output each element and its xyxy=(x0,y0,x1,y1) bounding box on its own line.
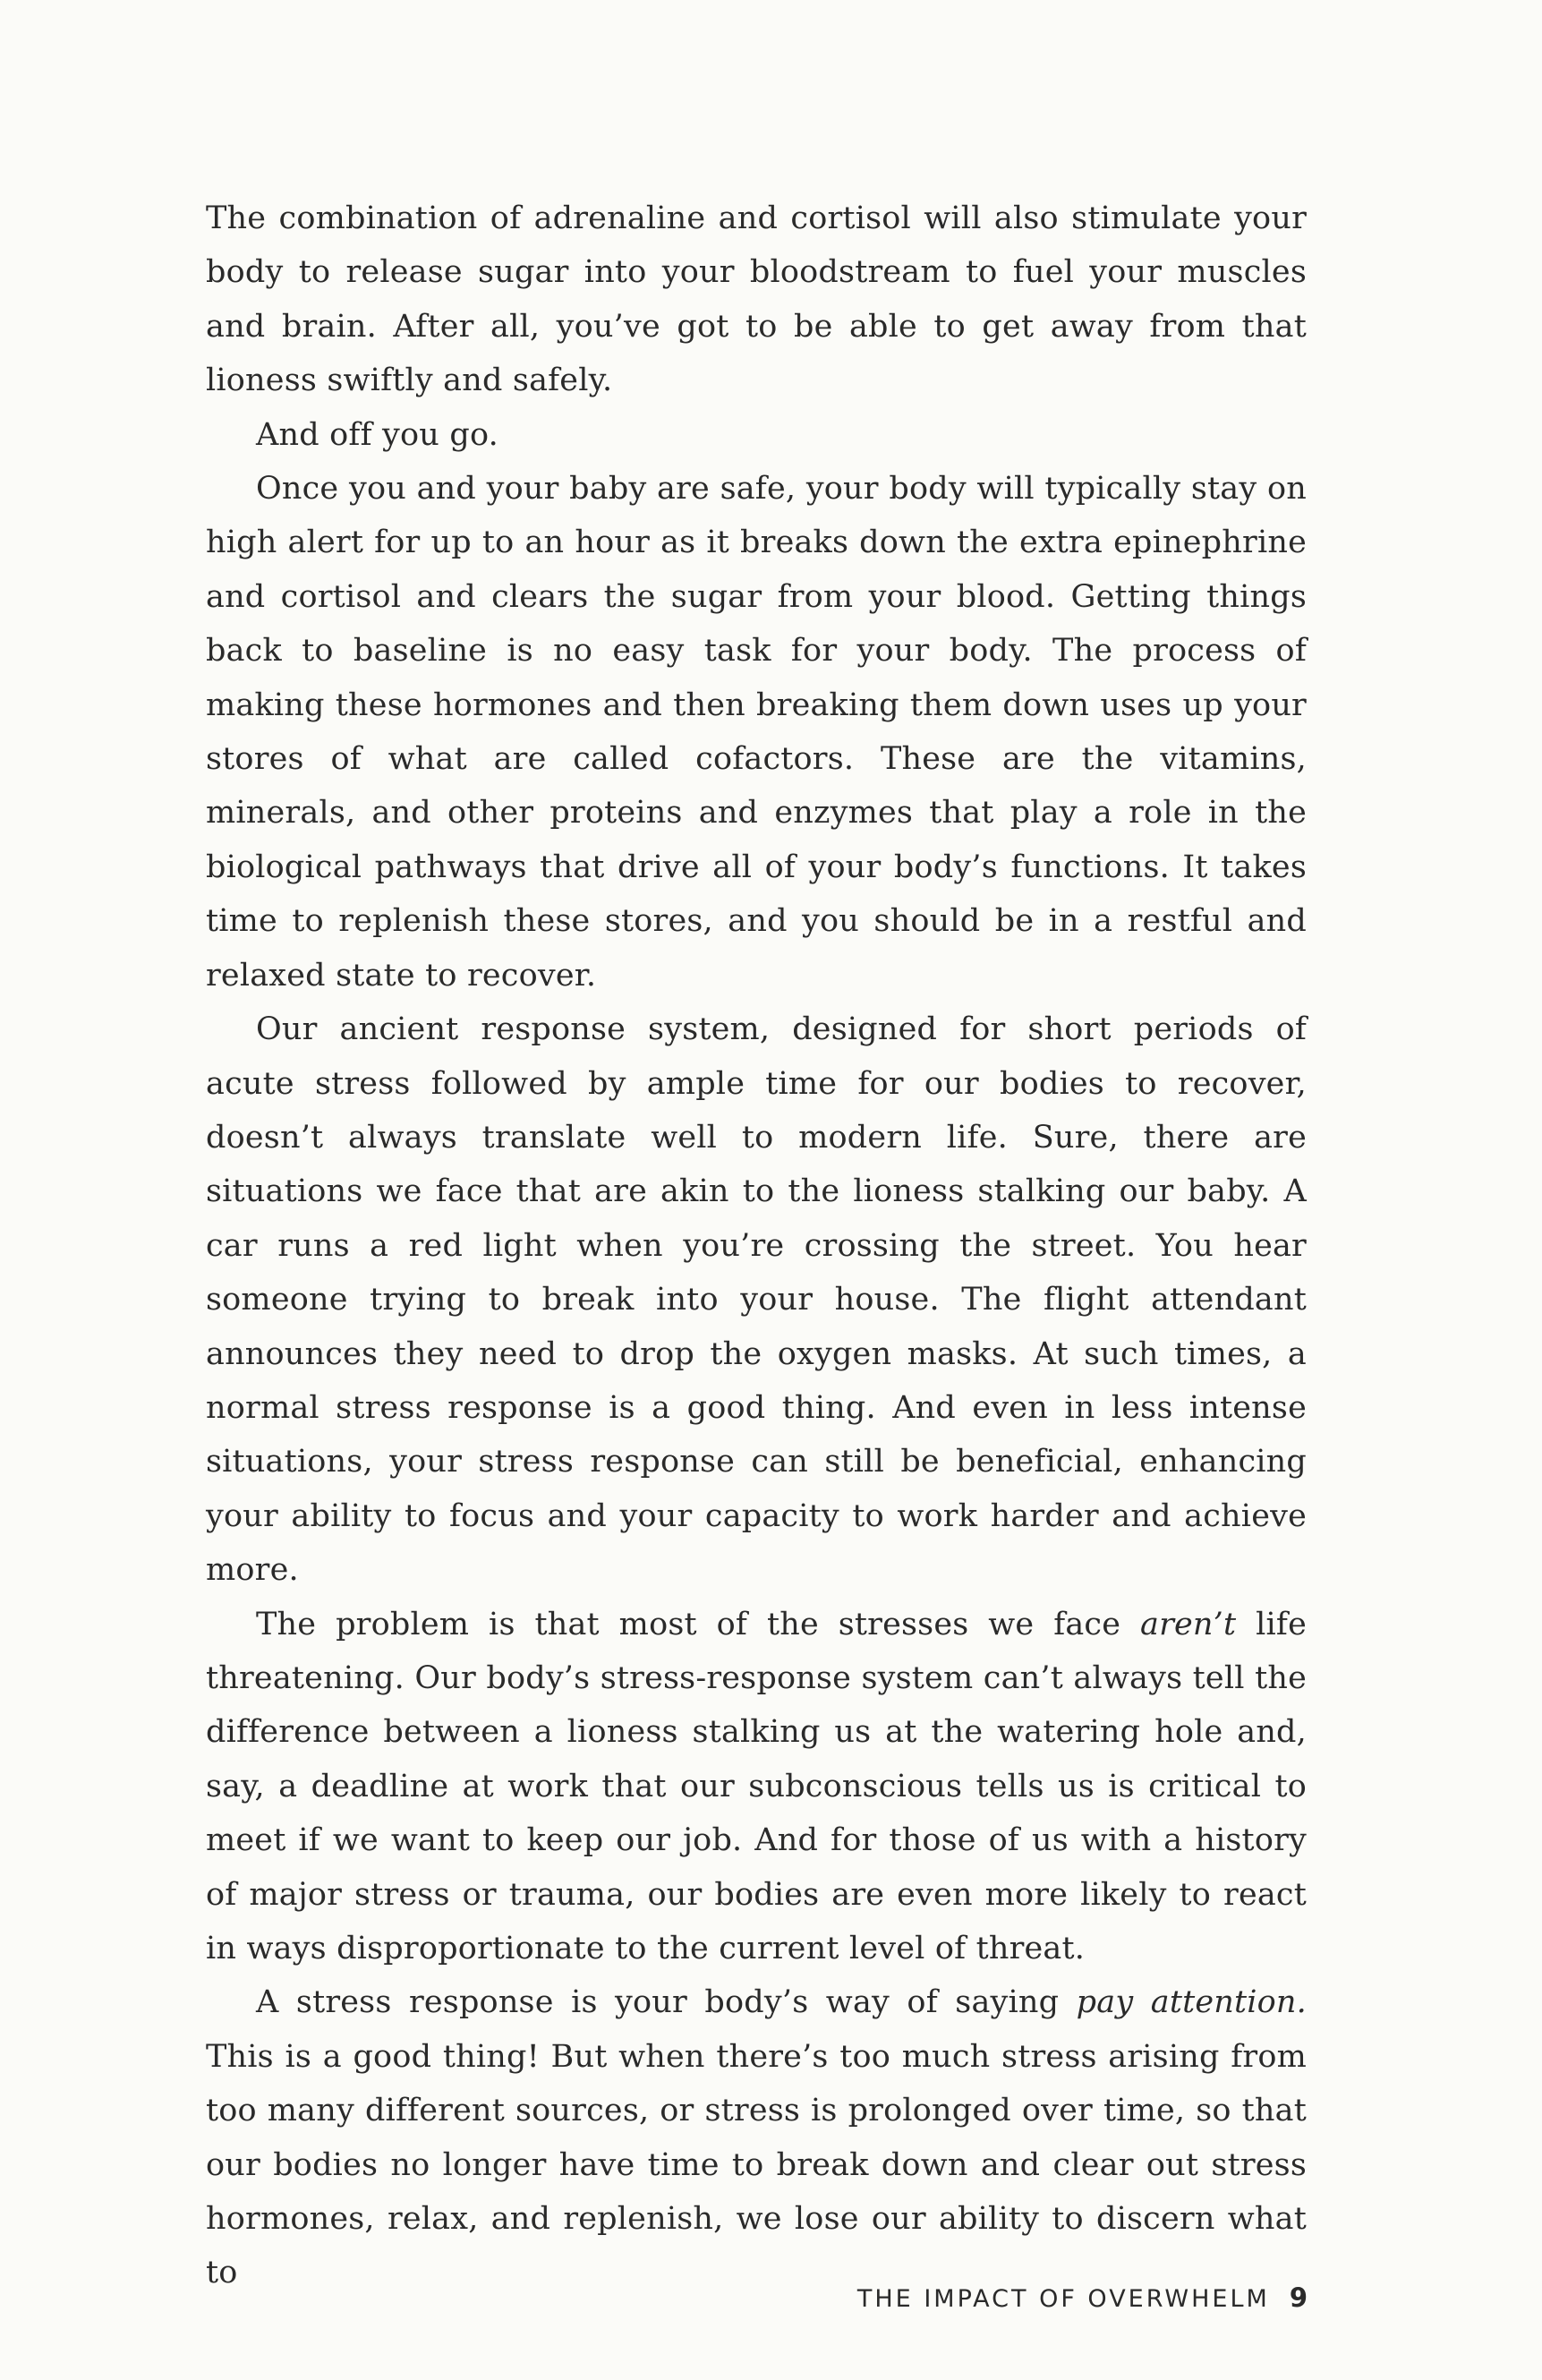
text-run: The combination of adrenaline and cortisol will also stimulate your body to release sugar into your bloodstream to fuel your muscles and brain. After all, you’ve got to be able to get away from that lioness swiftly and safely. xyxy=(206,200,1307,399)
paragraph xyxy=(206,192,1307,408)
text-run: Once you and your baby are safe, your body will typically stay on high alert for up to an hour as it breaks down the extra epinephrine and cortisol and clears the sugar from your blood. Getting things back to baseline is no easy task for your body. The process of making these hormones and then breaking them down uses up your stores of what are called cofactors. These are the vitamins, minerals, and other proteins and enzymes that play a role in the biological pathways that drive all of your body’s functions. It takes time to replenish these stores, and you should be in a restful and relaxed state to recover. xyxy=(206,471,1307,994)
italic-text: pay attention. xyxy=(1076,1984,1307,2021)
text-run: This is a good thing! But when there’s too much stress arising from too many different sources, or stress is prolonged over time, so that our bodies no longer have time to break down and clear out stress hormones, relax, and replenish, we lose our ability to discern what to xyxy=(206,2038,1307,2291)
text-run: Our ancient response system, designed for short periods of acute stress followed by ample time for our bodies to recover, doesn’t always translate well to modern life. Sure, there are situations we face that are akin to the lioness stalking our baby. A car runs a red light when you’re crossing the street. You hear someone trying to break into your house. The flight attendant announces they need to drop the oxygen masks. At such times, a normal stress response is a good thing. And even in less intense situations, your stress response can still be beneficial, enhancing your ability to focus and your capacity to work harder and achieve more. xyxy=(206,1011,1307,1589)
text-run: The problem is that most of the stresses we face xyxy=(256,1606,1141,1642)
paragraph xyxy=(206,462,1307,1002)
running-head: THE IMPACT OF OVERWHELM xyxy=(856,2285,1270,2313)
paragraph xyxy=(206,408,1307,462)
text-run: life threatening. Our body’s stress-response system can’t always tell the difference between a lioness stalking us at the watering hole and, say, a deadline at work that our subconscious tells us is critical to meet if we want to keep our job. And for those of us with a history of major stress or trauma, our bodies are even more likely to react in ways disproportionate to the current level of threat. xyxy=(206,1606,1307,1966)
page-footer xyxy=(857,2282,1308,2313)
paragraph xyxy=(206,1598,1307,1976)
text-run: And off you go. xyxy=(256,416,498,453)
italic-text: aren’t xyxy=(1140,1606,1237,1642)
text-run: A stress response is your body’s way of saying xyxy=(256,1984,1077,2021)
body-text xyxy=(206,192,1307,2300)
page-number: 9 xyxy=(1289,2282,1308,2313)
paragraph xyxy=(206,1002,1307,1597)
paragraph xyxy=(206,1975,1307,2299)
